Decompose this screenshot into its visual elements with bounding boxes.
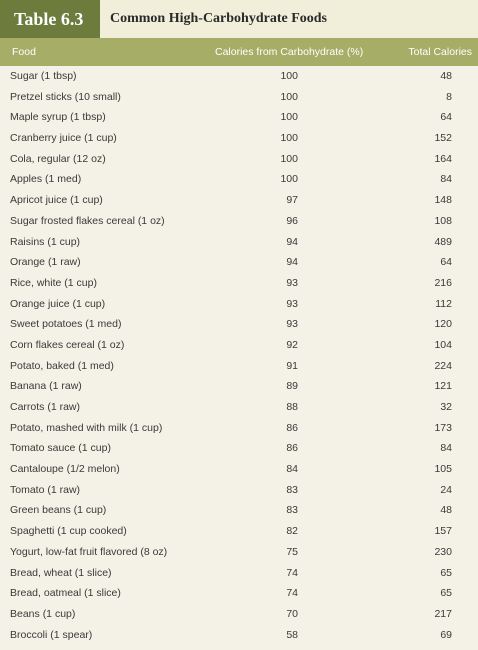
- cell-total-calories: 84: [440, 442, 452, 455]
- cell-total-calories: 32: [440, 401, 452, 413]
- table-row: [0, 107, 478, 128]
- cell-carb-percent: 96: [286, 214, 298, 227]
- cell-carb-percent: 93: [286, 297, 298, 310]
- cell-food: Sugar (1 tbsp): [10, 70, 77, 82]
- table-row: [0, 66, 478, 87]
- cell-carb-percent: 74: [286, 566, 298, 579]
- column-header-food: Food: [12, 46, 36, 58]
- cell-food: Raisins (1 cup): [10, 235, 81, 248]
- cell-carb-percent: 94: [286, 256, 298, 269]
- cell-carb-percent: 97: [286, 194, 298, 207]
- cell-total-calories: 224: [434, 359, 452, 372]
- cell-carb-percent: 100: [280, 132, 298, 145]
- table-row: [0, 128, 478, 149]
- cell-food: Potato, mashed with milk (1 cup): [10, 421, 163, 434]
- cell-total-calories: 120: [434, 318, 452, 331]
- cell-carb-percent: 93: [286, 318, 298, 331]
- cell-total-calories: 164: [434, 152, 452, 165]
- cell-food: Corn flakes cereal (1 oz): [10, 338, 125, 351]
- cell-total-calories: 173: [434, 421, 452, 434]
- table-row: [0, 583, 478, 604]
- cell-food: Bread, wheat (1 slice): [10, 566, 112, 579]
- cell-carb-percent: 83: [286, 504, 298, 517]
- cell-food: Sweet potatoes (1 med): [10, 318, 122, 331]
- cell-carb-percent: 92: [286, 338, 298, 351]
- table-row: [0, 521, 478, 542]
- cell-food: Orange (1 raw): [10, 256, 81, 269]
- cell-total-calories: 148: [434, 194, 452, 207]
- cell-food: Rice, white (1 cup): [10, 276, 97, 289]
- cell-carb-percent: 70: [286, 607, 298, 620]
- table-row: [0, 604, 478, 625]
- cell-total-calories: 69: [440, 628, 452, 641]
- cell-total-calories: 216: [434, 276, 452, 289]
- cell-food: Cola, regular (12 oz): [10, 152, 106, 165]
- cell-food: Tomato (1 raw): [10, 483, 81, 496]
- cell-food: Cranberry juice (1 cup): [10, 132, 117, 145]
- cell-food: Potato, baked (1 med): [10, 359, 114, 372]
- cell-total-calories: 8: [446, 90, 452, 103]
- table-row: [0, 335, 478, 356]
- cell-food: Maple syrup (1 tbsp): [10, 111, 106, 124]
- table-row: [0, 625, 478, 646]
- cell-food: Orange juice (1 cup): [10, 297, 106, 310]
- cell-food: Tomato sauce (1 cup): [10, 442, 111, 455]
- cell-carb-percent: 91: [286, 359, 298, 372]
- cell-total-calories: 104: [434, 338, 452, 351]
- cell-carb-percent: 84: [286, 463, 298, 476]
- table-body: [0, 66, 478, 645]
- cell-total-calories: 217: [434, 607, 452, 620]
- cell-carb-percent: 75: [286, 545, 298, 558]
- table-row: [0, 87, 478, 108]
- cell-total-calories: 48: [440, 70, 452, 82]
- cell-food: Beans (1 cup): [10, 607, 76, 620]
- cell-total-calories: 64: [440, 256, 452, 269]
- table-number: Table 6.3: [0, 0, 100, 38]
- cell-carb-percent: 93: [286, 276, 298, 289]
- cell-carb-percent: 83: [286, 483, 298, 496]
- table-row: [0, 480, 478, 501]
- cell-total-calories: 84: [440, 173, 452, 186]
- table-row: [0, 190, 478, 211]
- table-row: [0, 232, 478, 253]
- cell-carb-percent: 74: [286, 587, 298, 600]
- cell-total-calories: 24: [440, 483, 452, 496]
- cell-carb-percent: 100: [280, 111, 298, 124]
- table-title: Common High-Carbohydrate Foods: [110, 11, 328, 26]
- table-row: [0, 314, 478, 335]
- title-bar: [0, 0, 478, 38]
- cell-carb-percent: 88: [286, 401, 298, 413]
- cell-carb-percent: 100: [280, 152, 298, 165]
- cell-carb-percent: 100: [280, 90, 298, 103]
- cell-total-calories: 230: [434, 545, 452, 558]
- cell-total-calories: 108: [434, 214, 452, 227]
- cell-total-calories: 65: [440, 566, 452, 579]
- table-header-row: [0, 38, 478, 66]
- cell-carb-percent: 89: [286, 380, 298, 393]
- table-row: [0, 418, 478, 439]
- table-row: [0, 459, 478, 480]
- cell-food: Yogurt, low-fat fruit flavored (8 oz): [10, 545, 168, 558]
- cell-carb-percent: 82: [286, 525, 298, 538]
- cell-total-calories: 48: [440, 504, 452, 517]
- cell-food: Bread, oatmeal (1 slice): [10, 587, 121, 600]
- table-row: [0, 211, 478, 232]
- cell-carb-percent: 86: [286, 421, 298, 434]
- table-row: [0, 397, 478, 418]
- table-row: [0, 500, 478, 521]
- cell-food: Apricot juice (1 cup): [10, 194, 103, 207]
- column-header-total-calories: Total Calories: [408, 46, 472, 58]
- table-row: [0, 376, 478, 397]
- cell-total-calories: 112: [435, 297, 452, 310]
- cell-food: Apples (1 med): [10, 173, 82, 186]
- cell-carb-percent: 58: [286, 628, 298, 641]
- column-header-carb-percent: Calories from Carbohydrate (%): [215, 46, 364, 58]
- cell-food: Cantaloupe (1/2 melon): [10, 463, 120, 476]
- cell-food: Pretzel sticks (10 small): [10, 90, 121, 103]
- table-row: [0, 542, 478, 563]
- table-row: [0, 252, 478, 273]
- cell-total-calories: 157: [434, 525, 452, 538]
- cell-carb-percent: 100: [280, 173, 298, 186]
- table-row: [0, 438, 478, 459]
- cell-food: Carrots (1 raw): [10, 401, 81, 413]
- table-row: [0, 273, 478, 294]
- table-row: [0, 356, 478, 377]
- table-row: [0, 169, 478, 190]
- cell-total-calories: 64: [440, 111, 452, 124]
- cell-food: Sugar frosted flakes cereal (1 oz): [10, 214, 165, 227]
- cell-total-calories: 489: [434, 235, 452, 248]
- table-row: [0, 563, 478, 584]
- cell-carb-percent: 100: [280, 70, 298, 82]
- cell-food: Broccoli (1 spear): [10, 628, 93, 641]
- cell-total-calories: 121: [434, 380, 452, 393]
- cell-food: Banana (1 raw): [10, 380, 82, 393]
- cell-food: Spaghetti (1 cup cooked): [10, 525, 127, 538]
- cell-total-calories: 65: [440, 587, 452, 600]
- cell-total-calories: 152: [434, 132, 452, 145]
- cell-carb-percent: 94: [286, 235, 298, 248]
- table-row: [0, 149, 478, 170]
- table-row: [0, 294, 478, 315]
- cell-total-calories: 105: [434, 463, 452, 476]
- cell-carb-percent: 86: [286, 442, 298, 455]
- cell-food: Green beans (1 cup): [10, 504, 107, 517]
